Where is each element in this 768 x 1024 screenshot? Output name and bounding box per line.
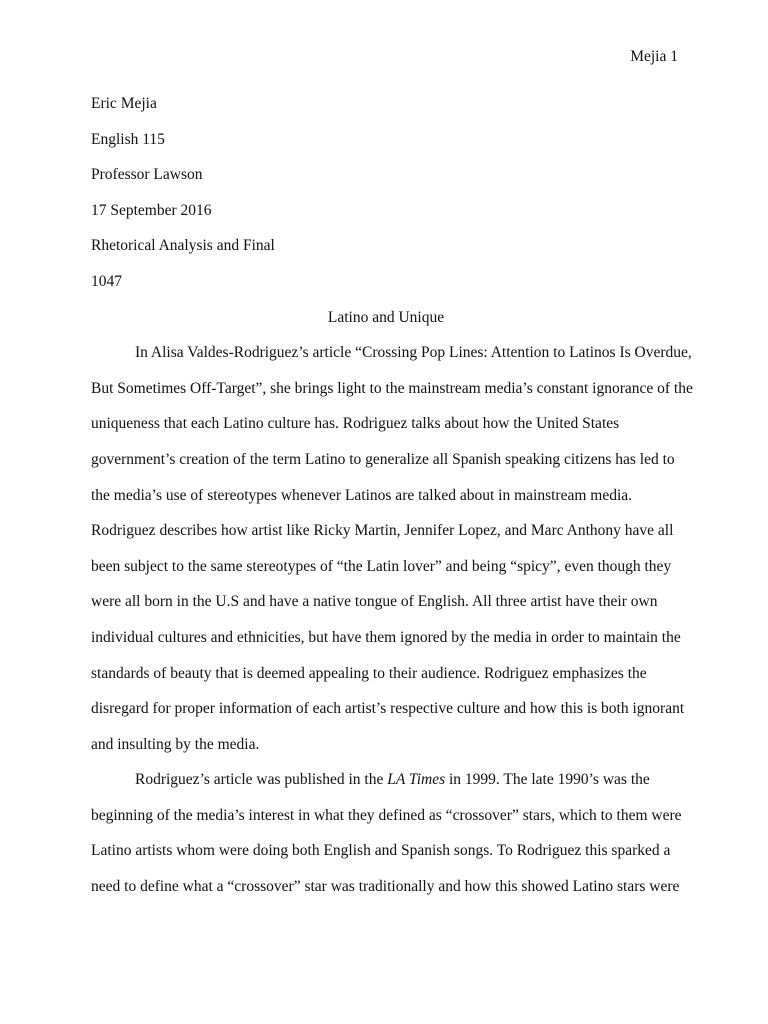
paragraph-2-line: need to define what a “crossover” star was traditionally and how this showed Latino stars were [91, 878, 680, 896]
assignment-name: Rhetorical Analysis and Final [91, 237, 275, 255]
paragraph-2-text: Rodriguez’s article was published in the [135, 771, 388, 789]
paragraph-1-line: individual cultures and ethnicities, but have them ignored by the media in order to maintain the [91, 628, 681, 646]
paragraph-1-line: government’s creation of the term Latino to generalize all Spanish speaking citizens has led to [91, 450, 675, 468]
paragraph-1-line: standards of beauty that is deemed appealing to their audience. Rodriguez emphasizes the [91, 664, 647, 682]
professor-name: Professor Lawson [91, 166, 203, 184]
word-count: 1047 [91, 272, 122, 290]
paragraph-1-line: uniqueness that each Latino culture has. Rodriguez talks about how the United States [91, 415, 620, 433]
paragraph-1-line: been subject to the same stereotypes of “the Latin lover” and being “spicy”, even though they [91, 557, 672, 575]
paragraph-2-first-line [91, 762, 681, 798]
paragraph-1-line: disregard for proper information of each artist’s respective culture and how this is both ignorant [91, 700, 685, 718]
paragraph-1-line: and insulting by the media. [91, 735, 260, 753]
essay-date: 17 September 2016 [91, 201, 212, 219]
paragraph-2-text: in 1999. The late 1990’s was the [445, 771, 650, 789]
paragraph-2-line: Latino artists whom were doing both English and Spanish songs. To Rodriguez this sparked a [91, 842, 671, 860]
course-name: English 115 [91, 130, 165, 148]
essay-body [91, 86, 693, 905]
publication-name: LA Times [387, 771, 446, 789]
paragraph-1-line: the media’s use of stereotypes whenever Latinos are talked about in mainstream media. [91, 486, 633, 504]
running-header: Mejia 1 [630, 48, 678, 65]
paragraph-1-line: In Alisa Valdes-Rodriguez’s article “Crossing Pop Lines: Attention to Latinos Is Overdue, [135, 344, 692, 362]
paragraph-1-line: But Sometimes Off-Target”, she brings light to the mainstream media’s constant ignorance of the [91, 379, 693, 397]
essay-title: Latino and Unique [327, 308, 445, 326]
author-name: Eric Mejia [91, 95, 157, 112]
paragraph-1-line: Rodriguez describes how artist like Ricky Martin, Jennifer Lopez, and Marc Anthony have all [91, 522, 674, 540]
paragraph-1-line: were all born in the U.S and have a native tongue of English. All three artist have their own [91, 593, 658, 611]
paragraph-2-line: beginning of the media’s interest in what they defined as “crossover” stars, which to them were [91, 806, 682, 824]
